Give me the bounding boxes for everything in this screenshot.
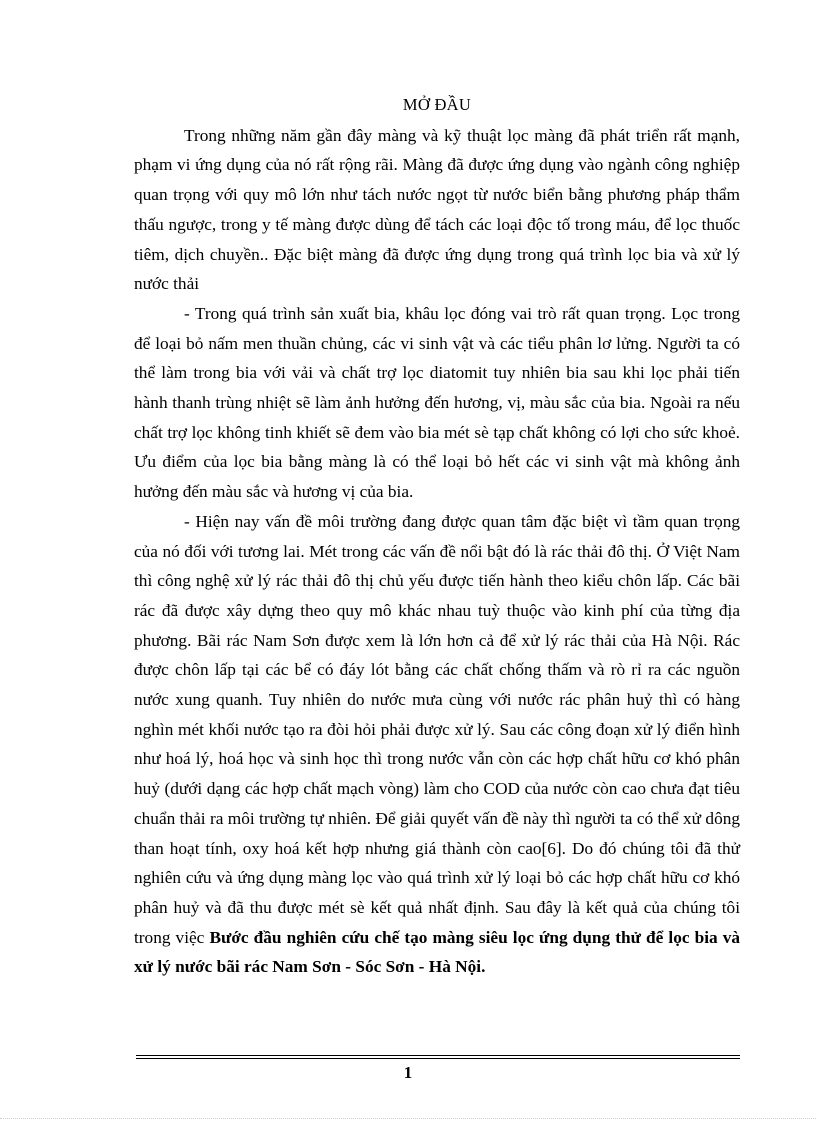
page-edge-divider — [0, 1118, 816, 1119]
research-title-emphasis: Bước đầu nghiên cứu chế tạo màng siêu lọc ứng dụng thử để lọc bia và xử lý nước bãi rác Nam Sơn - Sóc Sơn - Hà Nội. — [134, 927, 741, 977]
page-number: 1 — [403, 1063, 413, 1082]
page-title: MỞ ĐẦU — [402, 95, 472, 114]
footer-double-rule — [136, 1055, 740, 1059]
document-body — [134, 90, 740, 982]
paragraph-intro: Trong những năm gần đây màng và kỹ thuật lọc màng đã phát triển rất mạnh, phạm vi ứng dụng của nó rất rộng rãi. Màng đã được ứng dụng vào ngành công nghiệp quan trọng với quy mô lớn như tách nước ngọt từ nước biển bằng phương pháp thẩm thấu ngược, trong y tế màng được dùng để tách các loại độc tố trong máu, để lọc thuốc tiêm, dịch chuyền.. Đặc biệt màng đã được ứng dụng trong quá trình lọc bia và xử lý nước thải — [134, 125, 740, 294]
paragraph-waste-treatment-text: - Hiện nay vấn đề môi trường đang được quan tâm đặc biệt vì tầm quan trọng của nó đối với tương lai. Mét trong các vấn đề nổi bật đó là rác thải đô thị. Ở Việt Nam thì công nghệ xử lý rác thải đô thị chủ yếu được tiến hành theo kiểu chôn lấp. Các bãi rác đã được xây dựng theo quy mô khác nhau tuỳ thuộc vào kinh phí của từng địa phương. Bãi rác Nam Sơn được xem là lớn hơn cả để xử lý rác thải của Hà Nội. Rác được chôn lấp tại các bể có đáy lót bằng các chất chống thấm và rò rỉ ra các nguồn nước xung quanh. Tuy nhiên do nước mưa cùng với nước rác phân huỷ thì có hàng nghìn mét khối nước tạo ra đòi hỏi phải được xử lý. Sau các công đoạn xử lý điển hình như hoá lý, hoá học và sinh học thì trong nước vẫn còn các hợp chất hữu cơ khó phân huỷ (dưới dạng các hợp chất mạch vòng) làm cho COD của nước còn cao chưa đạt tiêu chuẩn thải ra môi trường tự nhiên. Để giải quyết vấn đề này thì người ta có thể xử dông than hoạt tính, oxy hoá kết hợp nhưng giá thành còn cao[6]. Do đó chúng tôi đã thử nghiên cứu và ứng dụng màng lọc vào quá trình xử lý loại bỏ các hợp chất hữu cơ khó phân huỷ và đã thu được mét sè kết quả nhất định. Sau đây là kết quả của chúng tôi trong việc — [134, 511, 740, 947]
paragraph-waste-treatment — [134, 507, 740, 982]
paragraph-beer-filtration: - Trong quá trình sản xuất bia, khâu lọc đóng vai trò rất quan trọng. Lọc trong để loại bỏ nấm men thuần chủng, các vi sinh vật và các tiểu phân lơ lửng. Người ta có thể làm trong bia với vải và chất trợ lọc diatomit tuy nhiên bia sau khi lọc phải tiến hành thanh trùng nhiệt sẽ làm ảnh hưởng đến hương, vị, màu sắc của bia. Ngoài ra nếu chất trợ lọc không tinh khiết sẽ đem vào bia mét sè tạp chất không có lợi cho sức khoẻ. Ưu điểm của lọc bia bằng màng là có thể loại bỏ hết các vi sinh vật mà không ảnh hưởng đến màu sắc và hương vị của bia. — [134, 303, 740, 502]
